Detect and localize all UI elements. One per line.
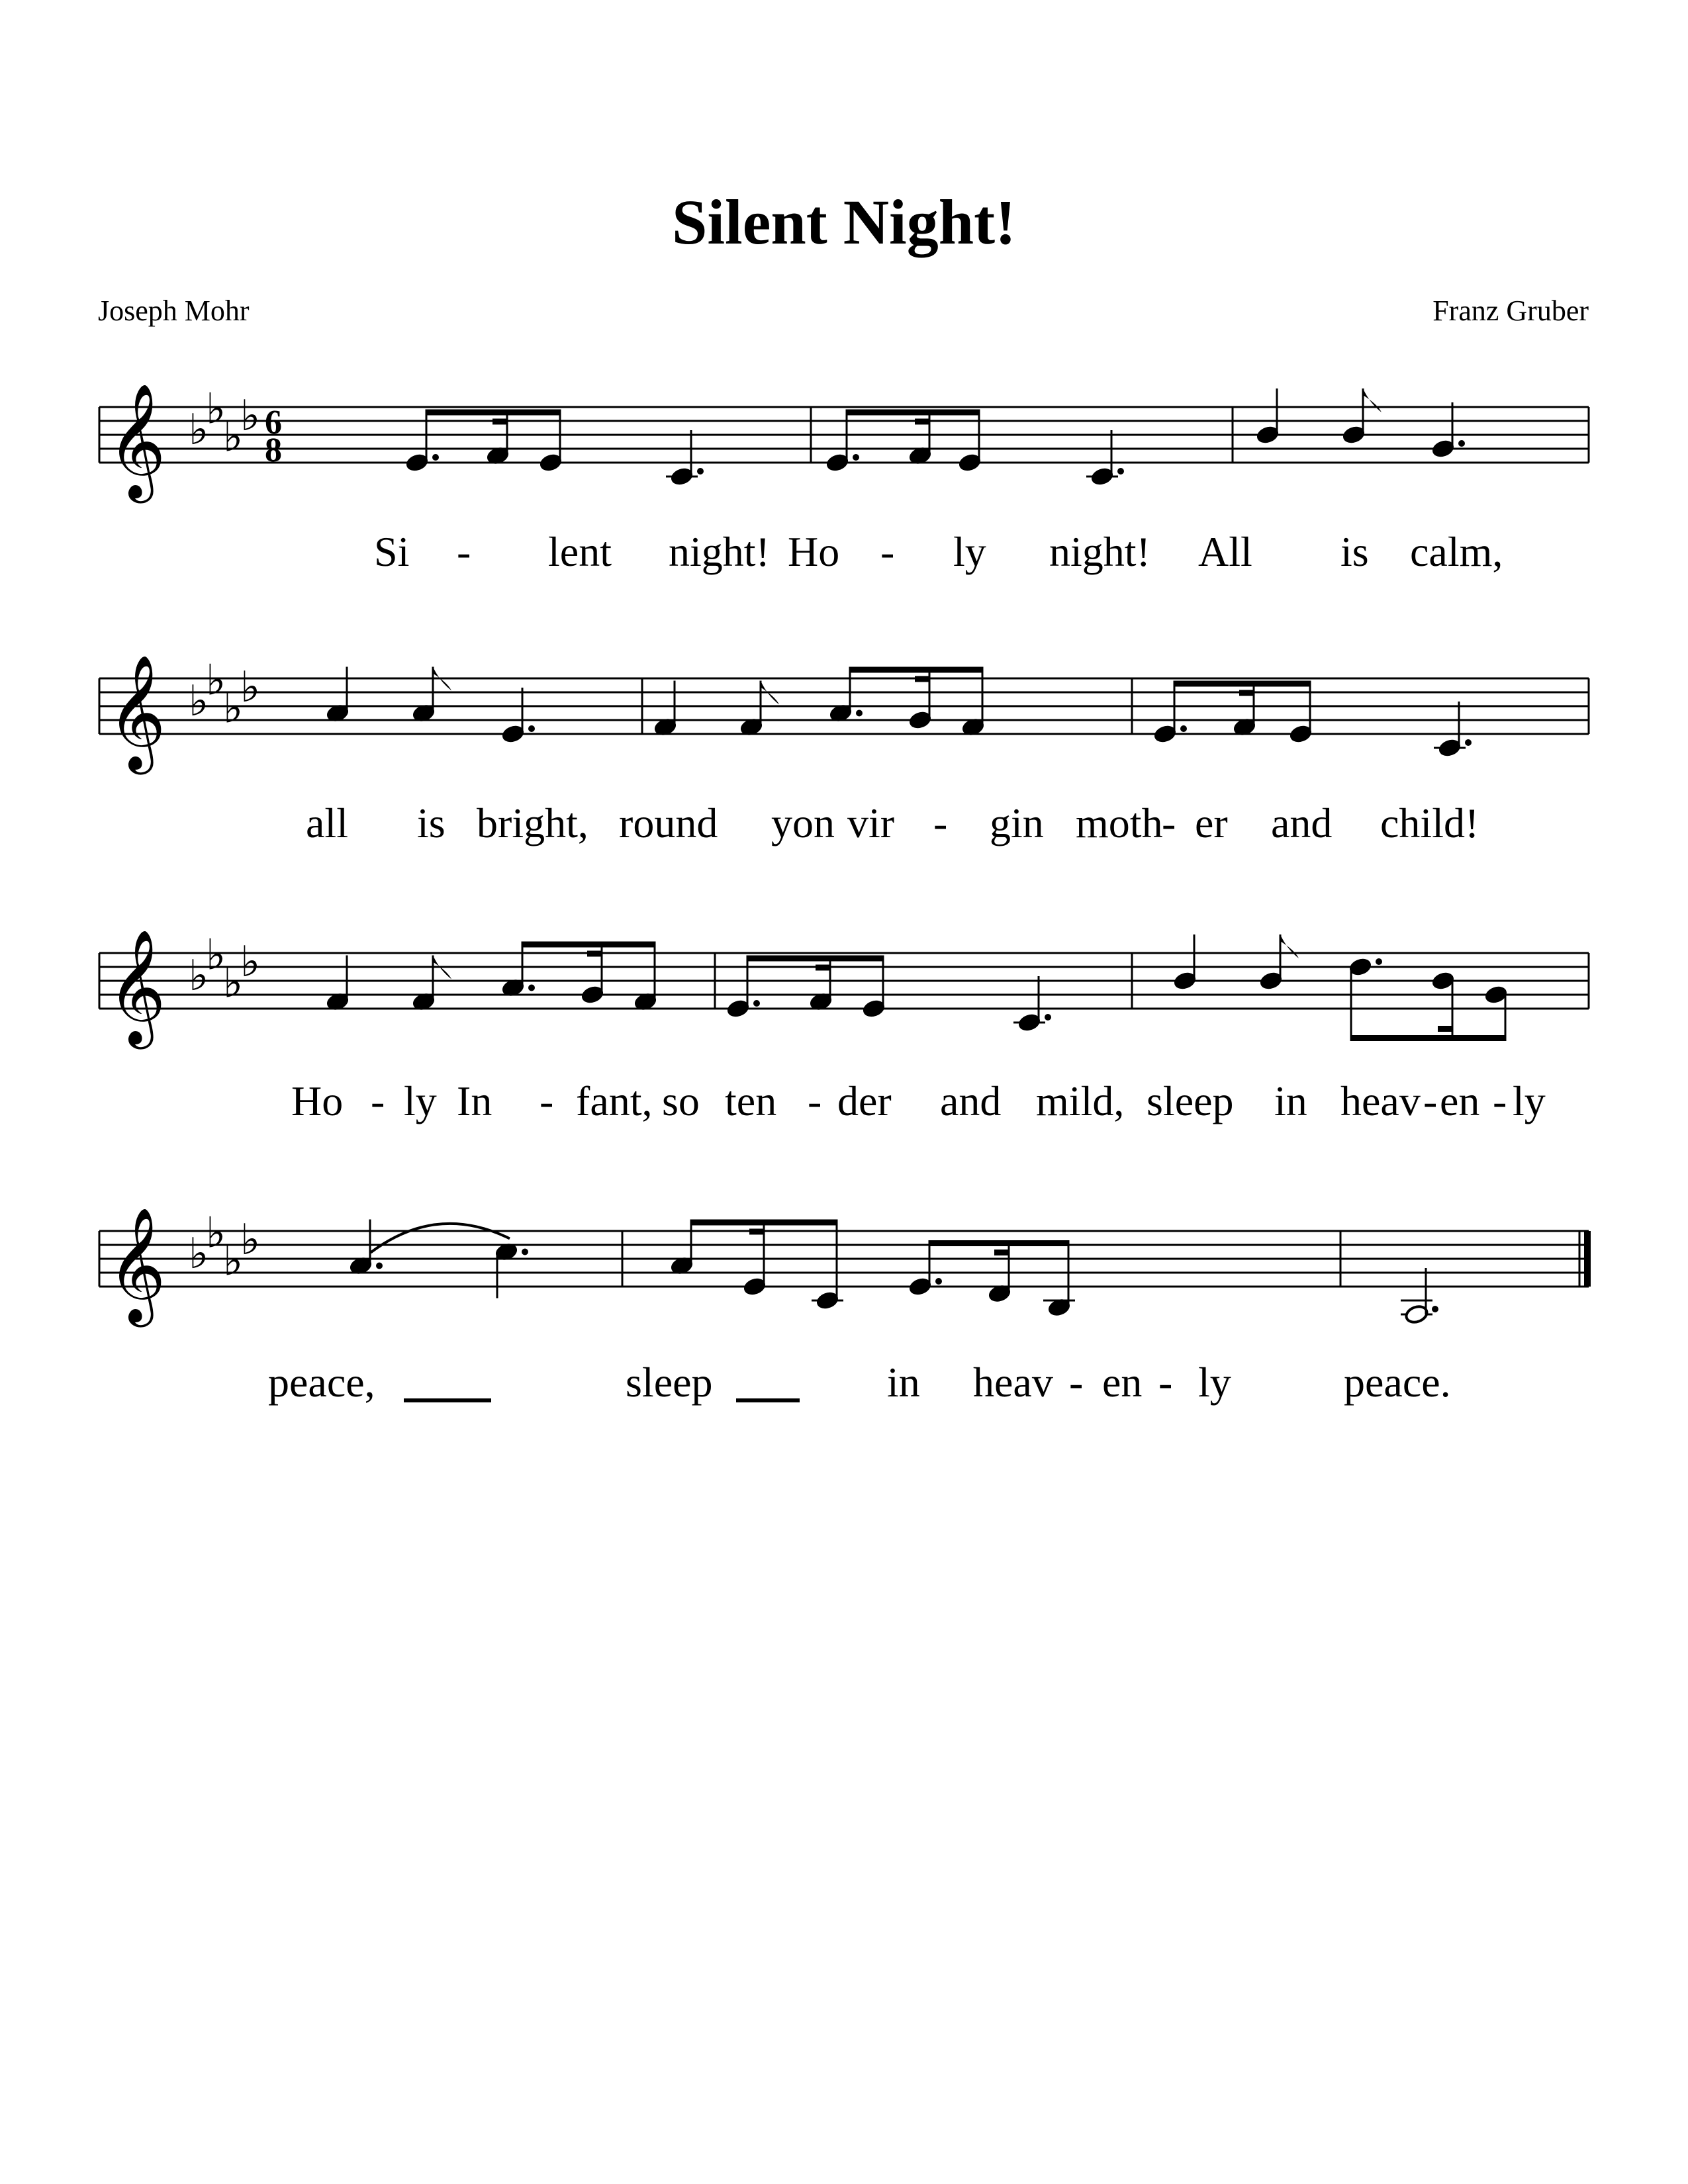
lyric-syllable: en	[1440, 1077, 1480, 1124]
time-signature-denominator: 8	[265, 432, 282, 469]
secondary-beam	[1438, 1026, 1452, 1032]
key-signature-flat: ♭	[240, 663, 261, 712]
key-signature-flat: ♭	[189, 952, 209, 1001]
augmentation-dot	[1376, 958, 1382, 965]
beam	[747, 956, 884, 962]
notes	[325, 934, 1509, 1041]
lyric-syllable: in	[887, 1359, 920, 1406]
lyric-syllable: ly	[1513, 1077, 1546, 1124]
lyric-syllable: -	[880, 528, 895, 575]
key-signature-flat: ♭	[189, 406, 209, 455]
key-signature-flat: ♭	[189, 1230, 209, 1279]
lyrics-line-3	[291, 1077, 1546, 1124]
lyric-syllable: yon	[771, 799, 835, 846]
augmentation-dot	[1432, 1306, 1438, 1312]
secondary-beam	[749, 1229, 764, 1235]
lyric-syllable: night!	[1049, 528, 1150, 575]
key-signature-flat: ♭	[206, 385, 226, 434]
lyric-syllable: vir	[847, 799, 895, 846]
augmentation-dot	[528, 985, 535, 991]
lyric-syllable: lent	[548, 528, 612, 575]
augmentation-dot	[935, 1278, 942, 1285]
lyrics-line-1	[374, 528, 1503, 575]
key-signature-flat: ♭	[206, 656, 226, 705]
lyric-syllable: heav	[1340, 1077, 1421, 1124]
key-signature-flat: ♭	[223, 412, 244, 462]
beam	[426, 410, 561, 416]
lyric-syllable: bright,	[477, 799, 588, 846]
lyric-syllable: Ho	[788, 528, 840, 575]
key-signature-flat: ♭	[206, 931, 226, 980]
treble-clef: 𝄞	[107, 929, 166, 1044]
key-signature-flat: ♭	[223, 1236, 244, 1286]
secondary-beam	[816, 965, 830, 971]
lyric-syllable: Ho	[291, 1077, 344, 1124]
staff-system-2	[99, 655, 1589, 846]
beam	[849, 667, 983, 673]
lyric-syllable: and	[1271, 799, 1333, 846]
lyric-syllable: ly	[404, 1077, 437, 1124]
lyric-syllable: is	[1340, 528, 1369, 575]
augmentation-dot	[1465, 739, 1472, 746]
augmentation-dot	[522, 1249, 528, 1255]
lyric-syllable: -	[539, 1077, 554, 1124]
secondary-beam	[492, 419, 507, 425]
lyrics-line-2	[306, 799, 1479, 846]
key-signature-flat: ♭	[189, 677, 209, 726]
lyric-syllable: -	[1158, 1359, 1173, 1406]
lyric-syllable: mild,	[1036, 1077, 1125, 1124]
augmentation-dot	[1458, 440, 1465, 447]
lyric-syllable: calm,	[1410, 528, 1503, 575]
lyric-syllable: -	[1162, 799, 1176, 846]
composer-credit: Franz Gruber	[1432, 295, 1589, 327]
lyric-syllable: round	[619, 799, 718, 846]
lyric-syllable: all	[306, 799, 348, 846]
lyric-syllable: in	[1274, 1077, 1307, 1124]
key-signature-flat: ♭	[223, 958, 244, 1008]
lyric-syllable: so	[662, 1077, 700, 1124]
beam	[690, 1220, 837, 1226]
lyric-syllable: peace,	[268, 1359, 375, 1406]
augmentation-dot	[376, 1263, 383, 1269]
lyric-syllable: is	[417, 799, 445, 846]
lyric-syllable: ly	[1198, 1359, 1231, 1406]
lyric-syllable: and	[940, 1077, 1002, 1124]
time-signature-numerator: 6	[265, 404, 282, 441]
lyric-syllable: ly	[953, 528, 986, 575]
beam	[929, 1240, 1069, 1246]
lyric-syllable: gin	[990, 799, 1044, 846]
beam	[846, 410, 980, 416]
augmentation-dot	[1117, 468, 1124, 475]
beam	[522, 942, 655, 948]
lyrics-line-4	[268, 1359, 1451, 1406]
secondary-beam	[1239, 690, 1254, 696]
augmentation-dot	[853, 454, 859, 461]
augmentation-dot	[1045, 1014, 1051, 1021]
lyric-syllable: -	[371, 1077, 385, 1124]
secondary-beam	[587, 951, 602, 957]
lyric-syllable: peace.	[1344, 1359, 1451, 1406]
lyric-syllable: -	[457, 528, 471, 575]
augmentation-dot	[1180, 725, 1187, 732]
key-signature-flat: ♭	[240, 392, 261, 441]
lyric-syllable: sleep	[1147, 1077, 1234, 1124]
augmentation-dot	[528, 725, 535, 732]
key-signature-flat: ♭	[223, 684, 244, 733]
lyric-syllable: -	[808, 1077, 822, 1124]
lyric-syllable: der	[837, 1077, 892, 1124]
lyric-syllable: child!	[1380, 799, 1479, 846]
augmentation-dot	[856, 710, 863, 717]
lyric-syllable: -	[1069, 1359, 1084, 1406]
slur	[371, 1224, 510, 1253]
eighth-flag	[1280, 934, 1299, 958]
lyric-syllable: fant,	[576, 1077, 653, 1124]
key-signature-flat: ♭	[240, 1216, 261, 1265]
lyric-syllable: -	[933, 799, 948, 846]
staff-system-3	[99, 929, 1589, 1124]
key-signature-flat: ♭	[240, 938, 261, 987]
lyric-syllable: moth	[1076, 799, 1163, 846]
staff-system-1	[99, 383, 1589, 575]
treble-clef: 𝄞	[107, 655, 166, 770]
beam	[1350, 1035, 1506, 1041]
secondary-beam	[915, 419, 929, 425]
augmentation-dot	[697, 468, 704, 475]
lyric-syllable: ten	[725, 1077, 777, 1124]
eighth-flag	[1363, 388, 1382, 412]
lyric-syllable: All	[1198, 528, 1252, 575]
lyric-syllable: In	[457, 1077, 492, 1124]
augmentation-dot	[753, 1000, 760, 1007]
beam	[1174, 681, 1311, 687]
key-signature-flat: ♭	[206, 1208, 226, 1258]
song-title: Silent Night!	[671, 187, 1017, 257]
lyric-syllable: -	[1423, 1077, 1438, 1124]
lyric-syllable: en	[1102, 1359, 1143, 1406]
staff-system-4	[99, 1207, 1591, 1406]
lyric-syllable: night!	[669, 528, 770, 575]
lyric-syllable: sleep	[626, 1359, 713, 1406]
final-barline-thick	[1584, 1231, 1591, 1287]
lyric-syllable: Si	[374, 528, 410, 575]
treble-clef: 𝄞	[107, 383, 166, 498]
notes	[325, 667, 1472, 758]
secondary-beam	[994, 1250, 1009, 1255]
lyric-syllable: -	[1493, 1077, 1507, 1124]
augmentation-dot	[432, 454, 439, 461]
secondary-beam	[915, 676, 929, 682]
treble-clef: 𝄞	[107, 1207, 166, 1322]
lyric-syllable: er	[1195, 799, 1228, 846]
lyric-syllable: heav	[973, 1359, 1053, 1406]
notes	[404, 388, 1465, 487]
lyricist-credit: Joseph Mohr	[98, 295, 250, 327]
